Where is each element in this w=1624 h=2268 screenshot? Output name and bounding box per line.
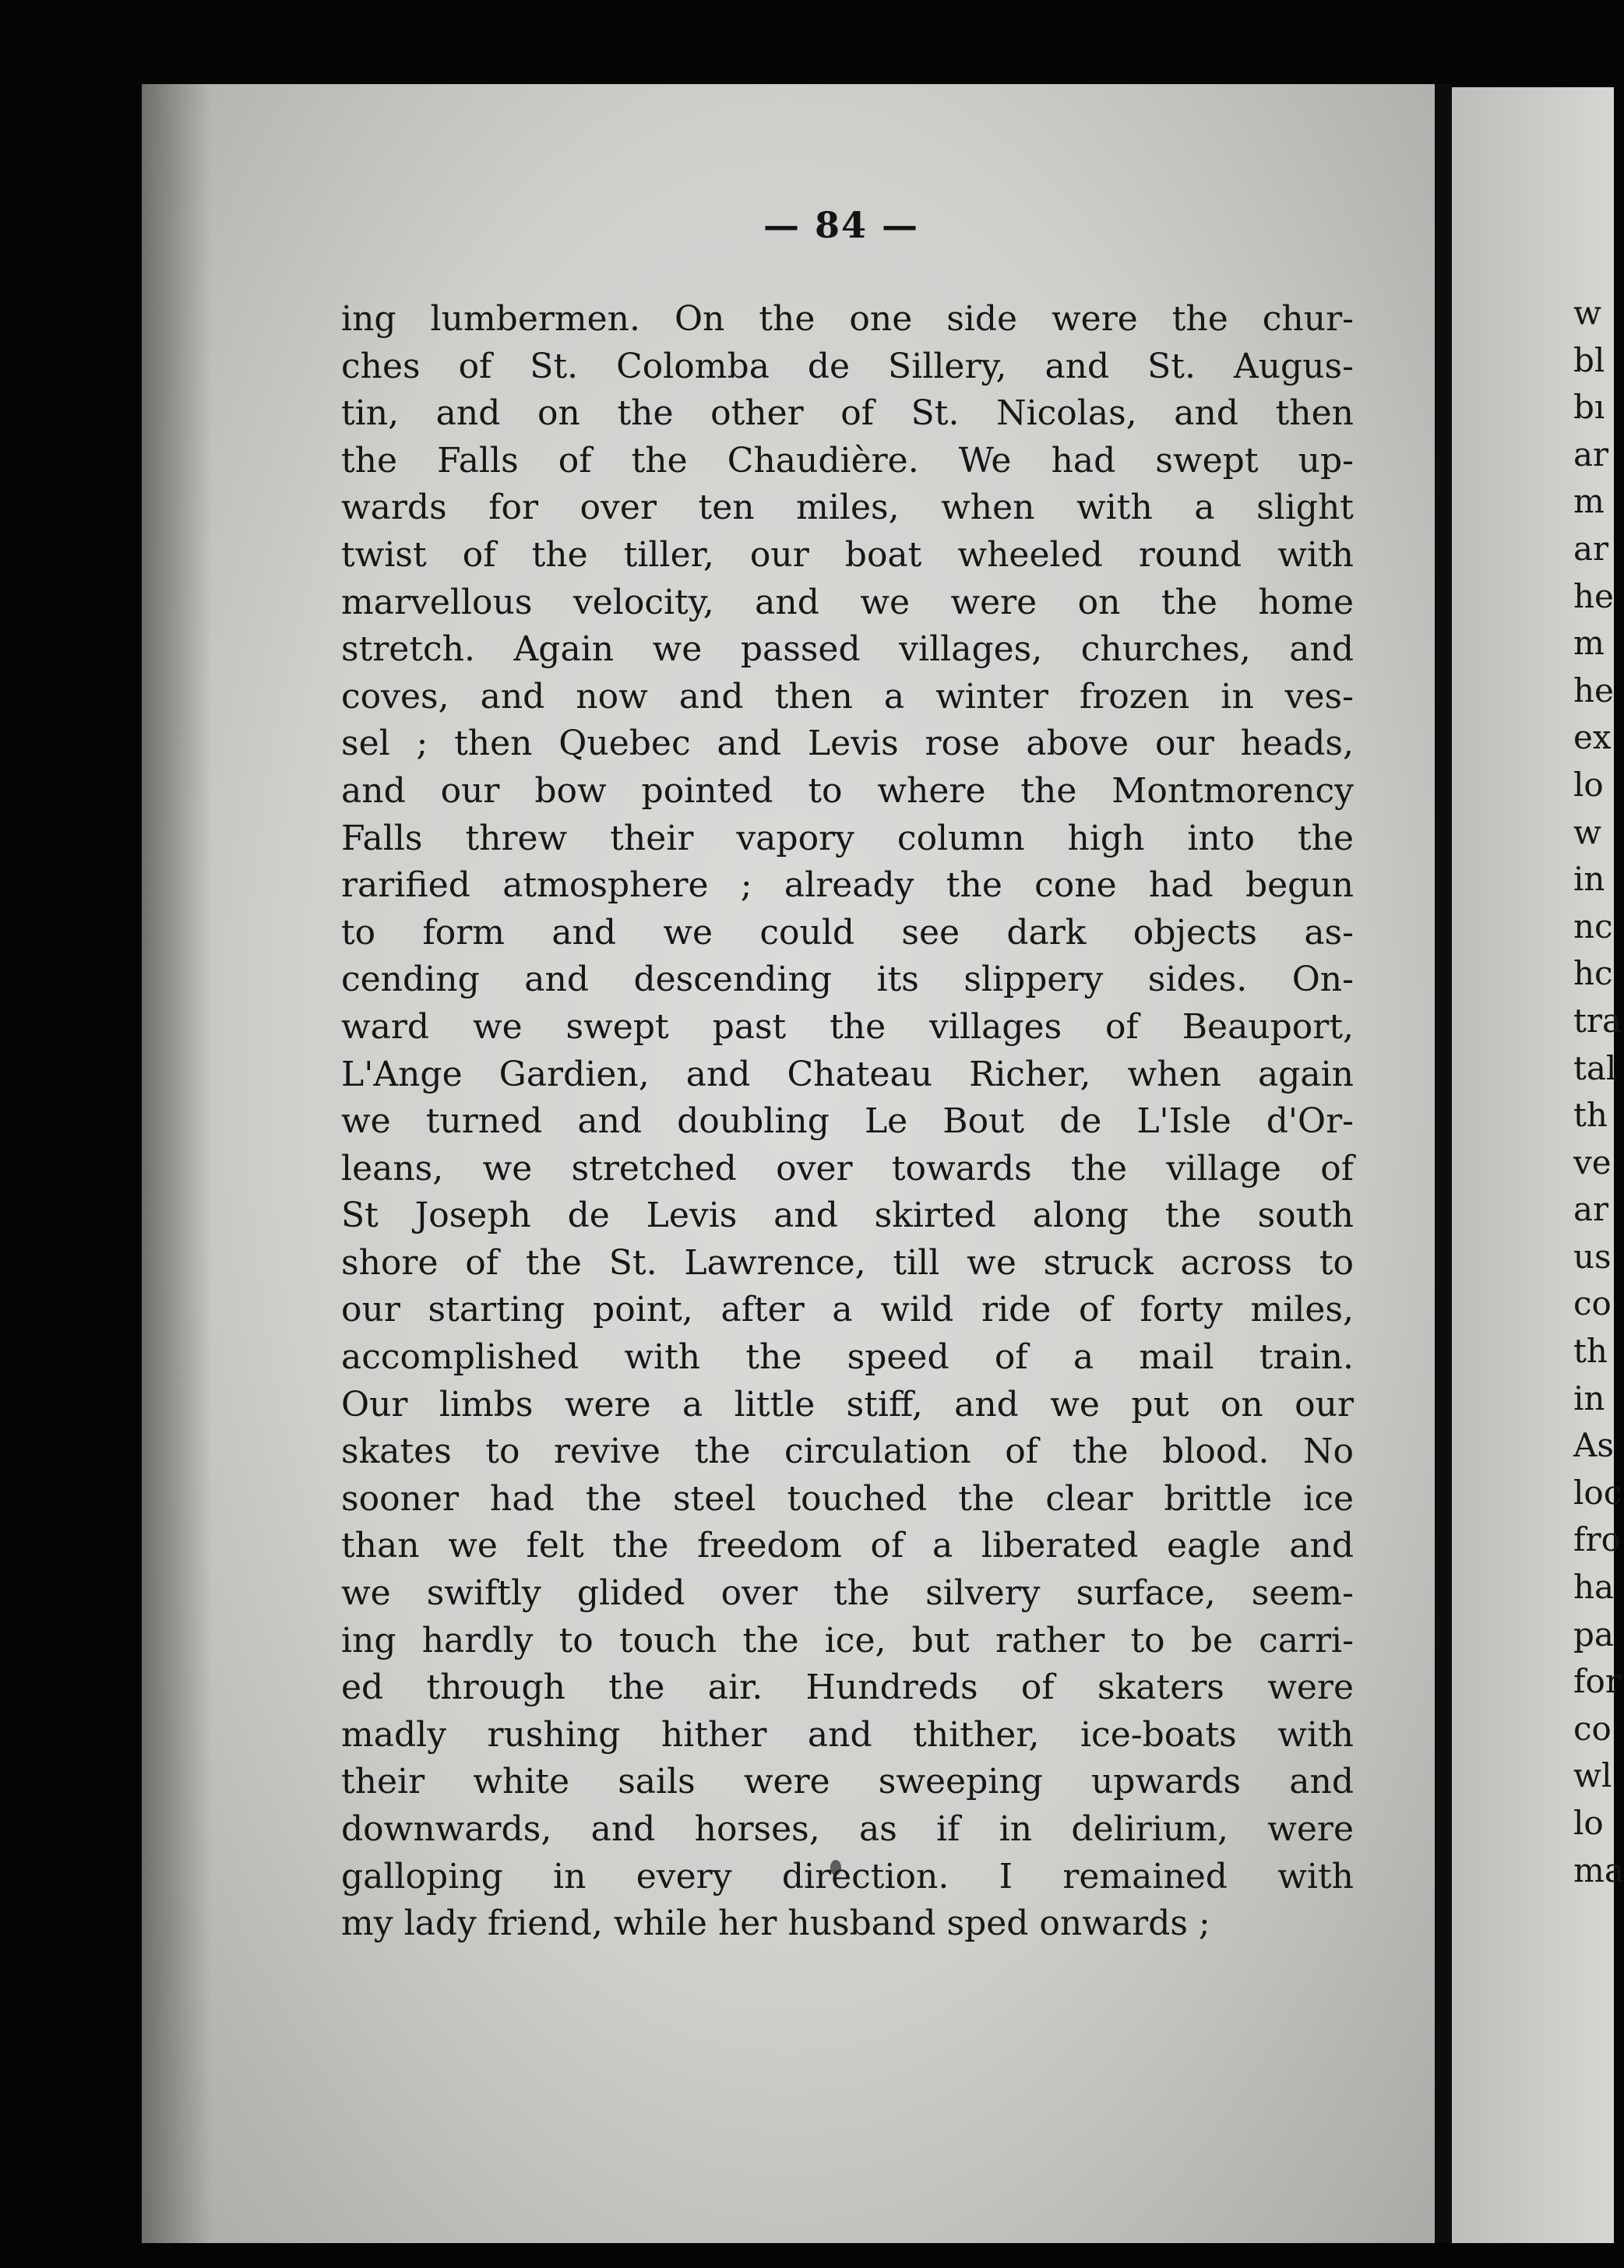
text-line: their white sails were sweeping upwards and	[341, 1762, 1354, 1802]
text-line: tin, and on the other of St. Nicolas, and then	[341, 393, 1354, 434]
text-line: madly rushing hither and thither, ice-boats with	[341, 1714, 1354, 1755]
facing-page-text	[1573, 290, 1624, 1894]
facing-page-fragment: th	[1573, 1096, 1608, 1135]
text-line: downwards, and horses, as if in delirium, were	[341, 1809, 1354, 1849]
page-edge-shadow	[142, 84, 212, 2243]
facing-page-fragment: pa	[1573, 1615, 1614, 1653]
text-line: galloping in every direction. I remained with	[341, 1856, 1354, 1896]
facing-page-fragment: co	[1573, 1284, 1612, 1323]
text-line: we turned and doubling Le Bout de L'Isle d'Or-	[341, 1101, 1354, 1142]
facing-page-fragment: for	[1573, 1662, 1621, 1701]
text-line: and our bow pointed to where the Montmorency	[341, 770, 1354, 811]
text-line: ing hardly to touch the ice, but rather to be carri-	[341, 1620, 1354, 1660]
text-line: rarified atmosphere ; already the cone had begun	[341, 865, 1354, 906]
facing-page-fragment: he	[1573, 671, 1614, 710]
text-line: stretch. Again we passed villages, churches, and	[341, 629, 1354, 670]
facing-page-fragment: ar	[1573, 529, 1609, 568]
facing-page-fragment: in	[1573, 860, 1605, 899]
facing-page-fragment: m	[1573, 482, 1605, 521]
facing-page-fragment: fro	[1573, 1520, 1621, 1559]
facing-page-fragment: in	[1573, 1379, 1605, 1418]
facing-page-fragment: us	[1573, 1237, 1612, 1276]
facing-page-fragment: ar	[1573, 1190, 1609, 1229]
text-line: the Falls of the Chaudière. We had swept up-	[341, 440, 1354, 481]
text-line: sel ; then Quebec and Levis rose above our heads,	[341, 724, 1354, 764]
facing-page-fragment: ha	[1573, 1568, 1615, 1607]
text-line: my lady friend, while her husband sped onwards ;	[341, 1904, 1210, 1944]
facing-page-fragment: w	[1573, 812, 1601, 851]
facing-page-fragment: he	[1573, 576, 1614, 615]
text-line: twist of the tiller, our boat wheeled round with	[341, 534, 1354, 575]
facing-page-fragment: As	[1573, 1426, 1614, 1465]
text-line: ed through the air. Hundreds of skaters were	[341, 1668, 1354, 1708]
text-line: sooner had the steel touched the clear brittle ice	[341, 1478, 1354, 1519]
facing-page-fragment: m	[1573, 624, 1605, 663]
facing-page-fragment: lo	[1573, 1804, 1604, 1842]
text-line: accomplished with the speed of a mail train.	[341, 1337, 1354, 1378]
facing-page-fragment: tal	[1573, 1048, 1617, 1087]
text-line: ches of St. Colomba de Sillery, and St. Augus-	[341, 346, 1354, 386]
body-text	[341, 296, 1354, 1948]
text-line: L'Ange Gardien, and Chateau Richer, when again	[341, 1054, 1354, 1094]
facing-page-fragment: nc	[1573, 907, 1613, 946]
text-line: St Joseph de Levis and skirted along the south	[341, 1196, 1354, 1236]
facing-page-fragment: tra	[1573, 1001, 1622, 1040]
facing-page-fragment: bl	[1573, 340, 1605, 379]
text-line: we swiftly glided over the silvery surface, seem-	[341, 1573, 1354, 1614]
text-line: leans, we stretched over towards the village of	[341, 1148, 1354, 1189]
facing-page-fragment: hc	[1573, 954, 1613, 993]
text-line: wards for over ten miles, when with a slight	[341, 488, 1354, 528]
text-line: skates to revive the circulation of the blood. No	[341, 1432, 1354, 1472]
page-number: — 84 —	[763, 204, 920, 246]
text-line: than we felt the freedom of a liberated eagle and	[341, 1526, 1354, 1566]
facing-page-fragment: ex	[1573, 718, 1612, 757]
facing-page-fragment: wl	[1573, 1756, 1612, 1795]
book-gutter	[1435, 84, 1452, 2243]
facing-page-fragment: loc	[1573, 1473, 1622, 1512]
text-line: coves, and now and then a winter frozen in ves-	[341, 676, 1354, 717]
facing-page-fragment: th	[1573, 1332, 1608, 1371]
text-line: Falls threw their vapory column high into the	[341, 818, 1354, 858]
text-line: our starting point, after a wild ride of forty miles,	[341, 1290, 1354, 1330]
text-line: Our limbs were a little stiff, and we put on our	[341, 1384, 1354, 1425]
facing-page-fragment: ve	[1573, 1143, 1612, 1182]
text-line: to form and we could see dark objects as-	[341, 912, 1354, 953]
text-line: marvellous velocity, and we were on the home	[341, 582, 1354, 622]
text-line: shore of the St. Lawrence, till we struck across to	[341, 1242, 1354, 1283]
facing-page-fragment: lo	[1573, 765, 1604, 804]
facing-page-fragment: co	[1573, 1709, 1612, 1748]
facing-page-fragment: ma	[1573, 1851, 1624, 1889]
text-line: ward we swept past the villages of Beauport,	[341, 1006, 1354, 1047]
text-line: cending and descending its slippery sides. On-	[341, 960, 1354, 1000]
facing-page-fragment: w	[1573, 294, 1601, 332]
text-line: ing lumbermen. On the one side were the chur-	[341, 299, 1354, 339]
facing-page-fragment: bı	[1573, 388, 1605, 427]
facing-page-fragment: ar	[1573, 435, 1609, 474]
